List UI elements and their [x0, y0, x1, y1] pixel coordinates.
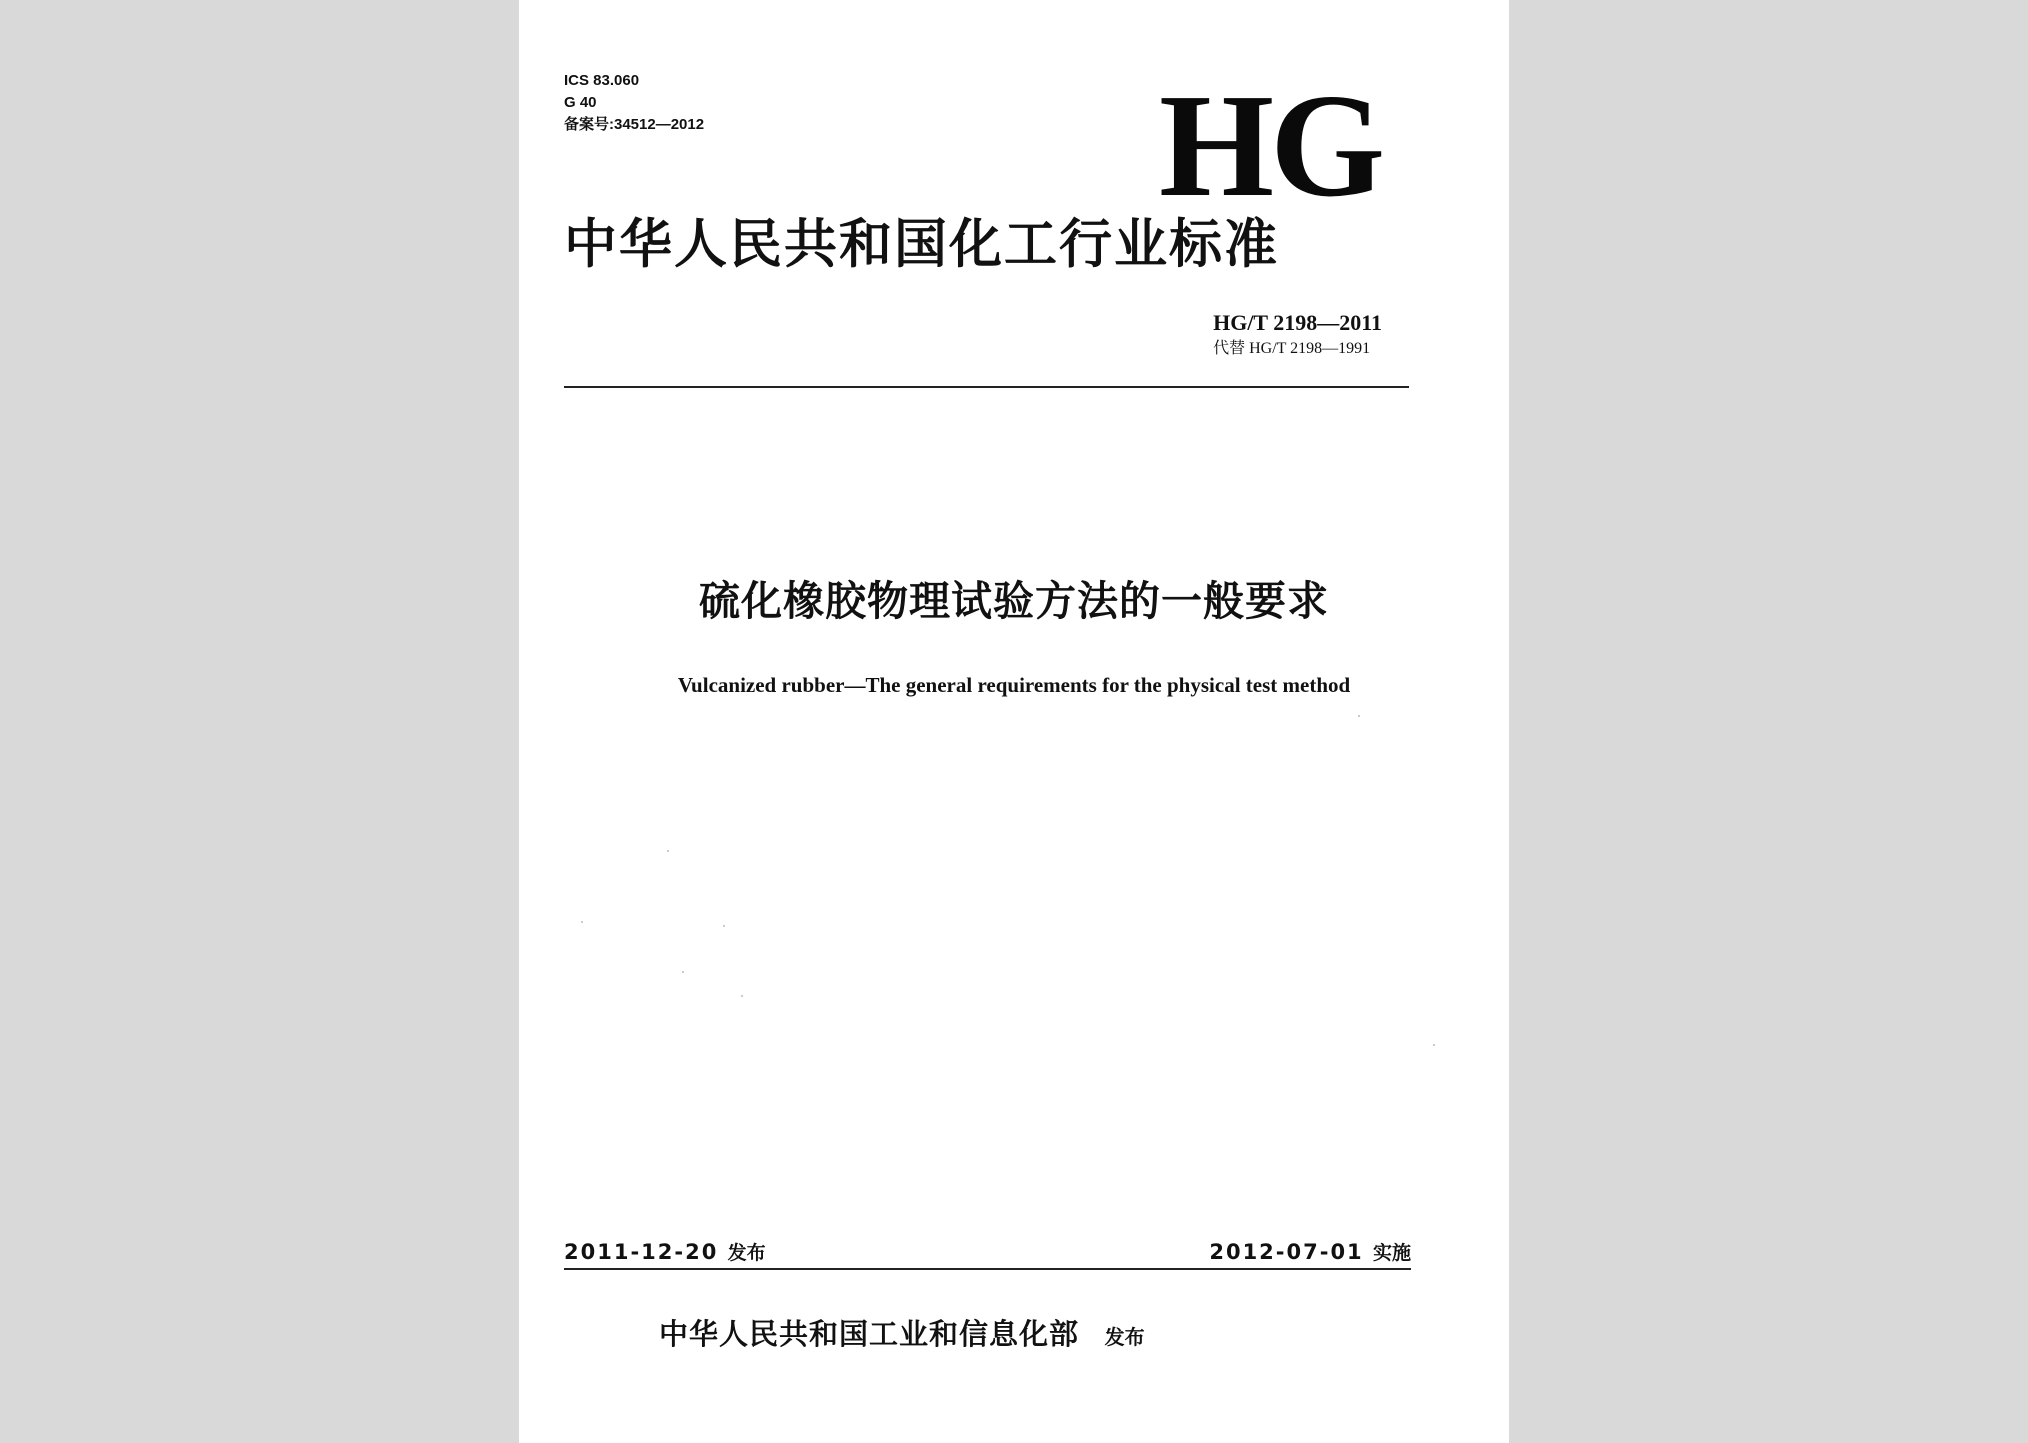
- ccs-code: G 40: [564, 94, 597, 111]
- scan-speck: [581, 921, 583, 923]
- dates-row: [564, 1236, 1411, 1268]
- document-page: [519, 0, 1509, 1443]
- effective-label: 实施: [1372, 1242, 1411, 1264]
- document-title-en: Vulcanized rubber—The general requirements for the physical test method: [677, 673, 1351, 697]
- issue-date: 2011-12-20: [564, 1240, 719, 1264]
- ics-code: ICS 83.060: [564, 72, 640, 89]
- publisher-verb: 发布: [1104, 1325, 1145, 1349]
- scan-speck: [1358, 715, 1360, 717]
- publisher-name: 中华人民共和国工业和信息化部: [659, 1317, 1080, 1351]
- standard-title: 中华人民共和国化工行业标准: [564, 214, 1279, 275]
- document-title-cn: 硫化橡胶物理试验方法的一般要求: [699, 577, 1329, 625]
- issue-date-group: [564, 1236, 766, 1269]
- scan-speck: [682, 971, 684, 973]
- hg-logo: HG: [1159, 64, 1382, 228]
- scan-speck: [1433, 1044, 1435, 1046]
- scan-speck: [741, 995, 743, 997]
- header-divider: [564, 386, 1409, 388]
- issue-label: 发布: [727, 1242, 766, 1264]
- scan-speck: [723, 925, 725, 927]
- footer-divider: [564, 1268, 1411, 1270]
- publisher-line: [659, 1310, 1145, 1361]
- scan-speck: [667, 850, 669, 852]
- replaces-note: 代替 HG/T 2198—1991: [1213, 340, 1371, 357]
- effective-date: 2012-07-01: [1209, 1240, 1364, 1264]
- standard-number: HG/T 2198—2011: [1213, 310, 1382, 335]
- standard-number-block: [1213, 310, 1382, 362]
- record-number: 备案号:34512—2012: [564, 116, 705, 133]
- classification-block: [564, 70, 704, 136]
- effective-date-group: [1209, 1236, 1411, 1269]
